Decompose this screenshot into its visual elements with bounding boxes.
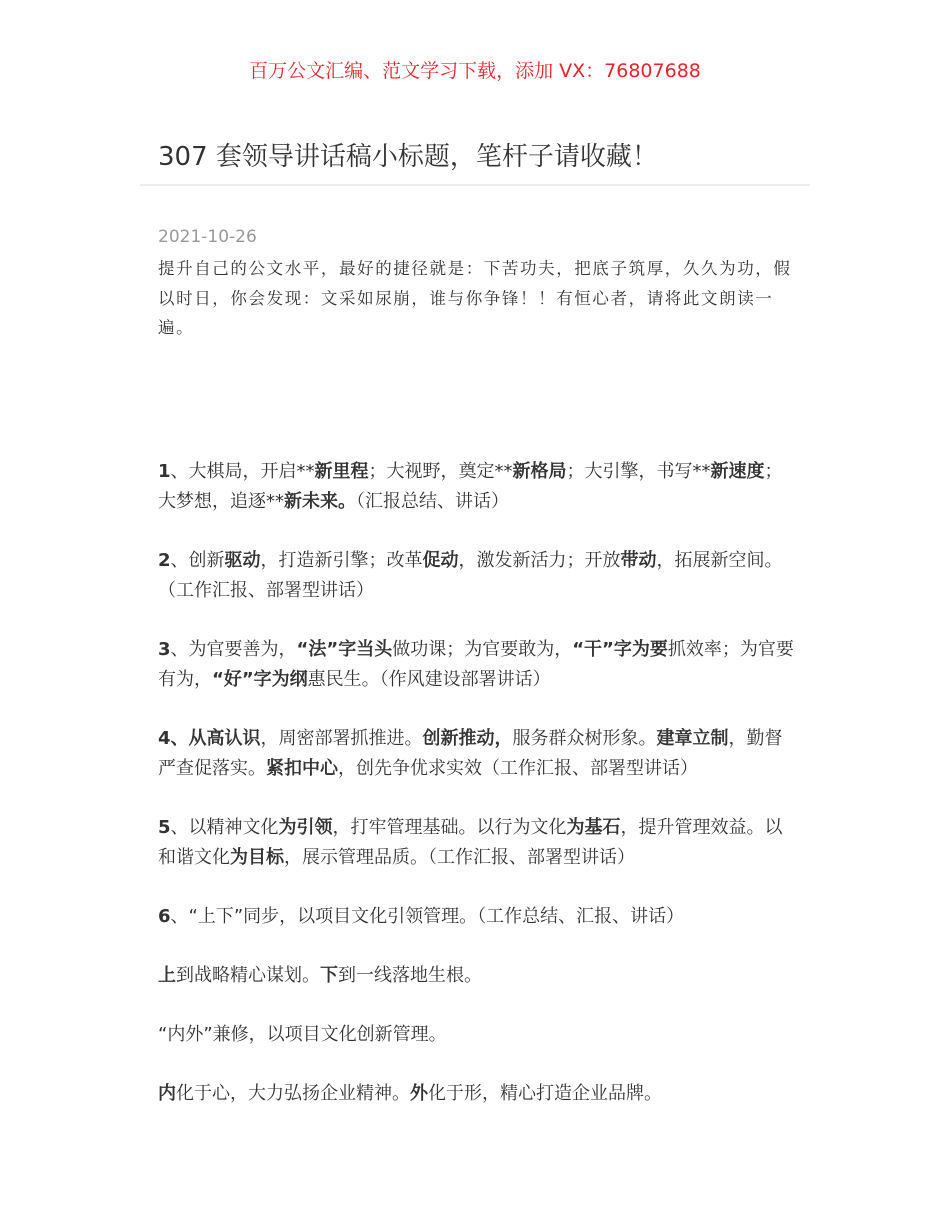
article-paragraph xyxy=(158,1079,796,1109)
intro-paragraph: 提升自己的公文水平，最好的捷径就是：下苦功夫，把底子筑厚，久久为功，假以时日，你会发现：文采如尿崩，谁与你争锋！！有恒心者，请将此文朗读一遍。 xyxy=(158,259,792,337)
text: 、以精神文化 xyxy=(170,817,279,838)
bold-text: 2 xyxy=(158,550,171,571)
text: 到一线落地生根。 xyxy=(338,965,482,986)
title-divider xyxy=(140,184,810,186)
text: ；大引擎，书写** xyxy=(566,461,711,482)
text: ，拓展新空间。（工作汇报、部署型讲话） xyxy=(158,550,783,601)
bold-text: 新里程 xyxy=(314,461,369,482)
text: ，激发新活力；开放 xyxy=(458,550,621,571)
text: 、“上下”同步，以项目文化引领管理。（工作总结、汇报、讲话） xyxy=(170,906,685,927)
bold-text: 内 xyxy=(158,1083,176,1104)
article-paragraph xyxy=(158,902,796,932)
bold-text: 新未来。 xyxy=(284,491,356,512)
bold-text: 外 xyxy=(410,1083,428,1104)
text: “内外”兼修，以项目文化创新管理。 xyxy=(158,1024,447,1045)
text: 化于心，大力弘扬企业精神。 xyxy=(176,1083,410,1104)
bold-text: “好”字为纲 xyxy=(212,669,308,690)
bold-text: 创新推动， xyxy=(422,728,513,749)
bold-text: 为引领 xyxy=(278,817,333,838)
text: 抓效率；为官要有为， xyxy=(158,639,794,690)
article-paragraph xyxy=(158,457,796,517)
text: 、创新 xyxy=(170,550,225,571)
bold-text: 新格局 xyxy=(512,461,567,482)
bold-text: 带动 xyxy=(620,550,657,571)
bold-text: 为目标 xyxy=(230,847,284,868)
bold-text: 促动 xyxy=(422,550,459,571)
article-paragraph xyxy=(158,1020,796,1050)
bold-text: 6 xyxy=(158,906,171,927)
text: 、大棋局，开启** xyxy=(170,461,315,482)
text: 到战略精心谋划。 xyxy=(176,965,320,986)
text: ；大梦想，追逐** xyxy=(158,461,783,512)
article-title: 307 套领导讲话稿小标题，笔杆子请收藏！ xyxy=(158,142,658,172)
bold-text: 建章立制 xyxy=(656,728,729,749)
text: （汇报总结、讲话） xyxy=(356,491,509,512)
text: 、为官要善为， xyxy=(170,639,297,660)
text: ，周密部署抓推进。 xyxy=(260,728,423,749)
text: ，展示管理品质。（工作汇报、部署型讲话） xyxy=(284,847,635,868)
text: ，打牢管理基础。以行为文化 xyxy=(332,817,567,838)
bold-text: 4、从高认识 xyxy=(158,728,261,749)
text: ，提升管理效益。以和谐文化 xyxy=(158,817,783,868)
bold-text: 上 xyxy=(158,965,176,986)
article-paragraph xyxy=(158,961,796,991)
bold-text: 驱动 xyxy=(224,550,261,571)
text: ，创先争优求实效（工作汇报、部署型讲话） xyxy=(338,758,698,779)
bold-text: 3 xyxy=(158,639,171,660)
article-paragraph xyxy=(158,724,796,784)
bold-text: “干”字为要 xyxy=(572,639,668,660)
article-paragraph xyxy=(158,546,796,606)
text: ，勤督严查促落实。 xyxy=(158,728,783,779)
publish-date: 2021-10-26 xyxy=(158,227,257,247)
bold-text: “法”字当头 xyxy=(296,639,393,660)
text: 化于形，精心打造企业品牌。 xyxy=(428,1083,662,1104)
promo-banner: 百万公文汇编、范文学习下载，添加 VX：76807688 xyxy=(249,60,701,82)
text: 惠民生。（作风建设部署讲话） xyxy=(307,669,551,690)
bold-text: 1 xyxy=(158,461,171,482)
text: 做功课；为官要敢为， xyxy=(392,639,573,660)
bold-text: 紧扣中心 xyxy=(266,758,338,779)
article-body xyxy=(158,457,796,1138)
article-paragraph xyxy=(158,635,796,695)
bold-text: 5 xyxy=(158,817,171,838)
article-paragraph xyxy=(158,813,796,873)
bold-text: 为基石 xyxy=(566,817,621,838)
text: 服务群众树形象。 xyxy=(512,728,657,749)
bold-text: 新速度 xyxy=(710,461,765,482)
bold-text: 下 xyxy=(320,965,338,986)
text: ；大视野，奠定** xyxy=(368,461,513,482)
text: ，打造新引擎；改革 xyxy=(260,550,423,571)
